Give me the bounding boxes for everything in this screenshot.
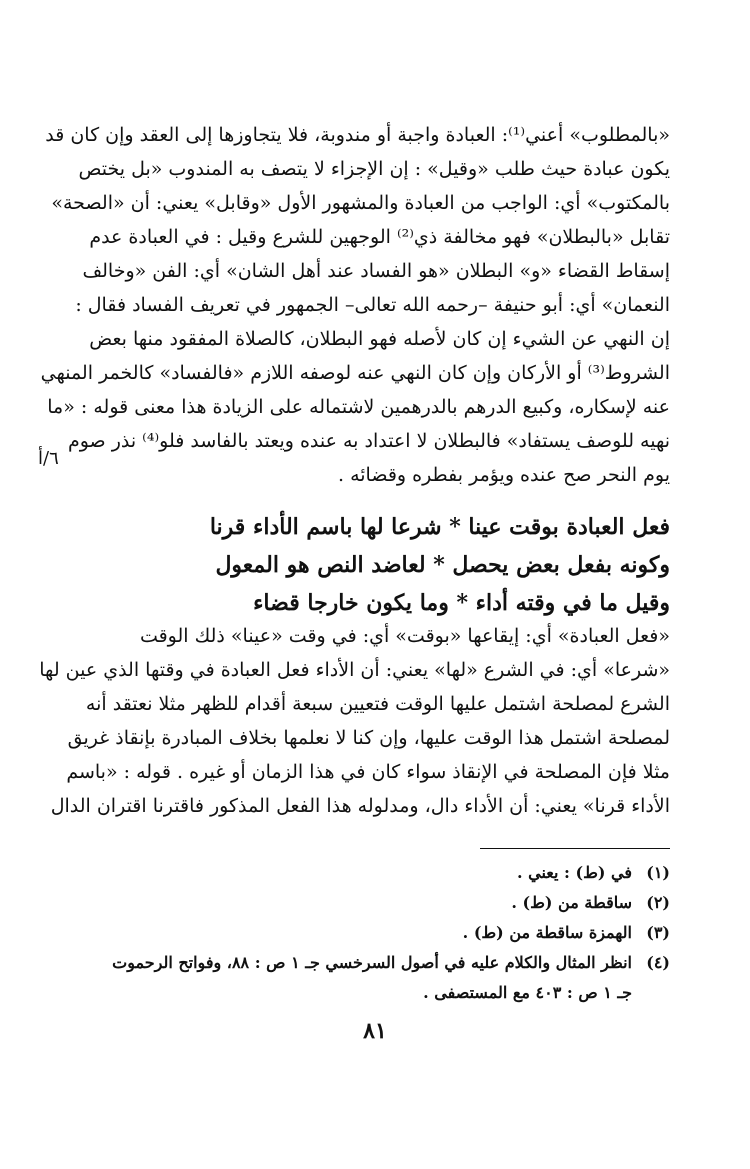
footnote	[98, 948, 670, 978]
footnote-text: الهمزة ساقطة من (ط) .	[462, 923, 632, 942]
footnote-number: (٣)	[646, 923, 670, 942]
margin-folio-note: ٦/أ	[38, 448, 59, 469]
footnote	[98, 918, 670, 948]
footnote-number: (٢)	[646, 893, 670, 912]
verse-line: فعل العبادة بوقت عينا * شرعا لها باسم الأداء قرنا	[209, 514, 670, 540]
text-line: «فعل العبادة» أي: إيقاعها «بوقت» أي: في وقت «عينا» ذلك الوقت	[139, 625, 670, 647]
footnote	[98, 888, 670, 918]
footnote-number: (١)	[646, 863, 670, 882]
footnote-continuation: جـ ١ ص : ٤٠٣ مع المستصفى .	[423, 983, 632, 1002]
footnote-divider	[480, 848, 670, 849]
text-line: «بالمطلوب» أعني⁽¹⁾: العبادة واجبة أو مندوبة، فلا يتجاوزها إلى العقد وإن كان قد	[45, 124, 670, 146]
text-line: إسقاط القضاء «و» البطلان «هو الفساد عند أهل الشان» أي: الفن «وخالف	[82, 260, 670, 282]
main-paragraph-2	[39, 619, 670, 823]
text-line: الشرع لمصلحة اشتمل عليها الوقت فتعيين سبعة أقدام للظهر مثلا نعتقد أنه	[85, 693, 670, 715]
text-line: يكون عبادة حيث طلب «وقيل» : إن الإجزاء لا يتصف به المندوب «بل يختص	[78, 158, 670, 180]
footnote-number: (٤)	[646, 953, 670, 972]
text-line: الشروط⁽³⁾ أو الأركان وإن كان النهي عنه لوصفه اللازم «فالفساد» كالخمر المنهي	[40, 362, 670, 384]
verse-line: وكونه بفعل بعض يحصل * لعاضد النص هو المعول	[215, 552, 670, 578]
text-line: «شرعا» أي: في الشرع «لها» يعني: أن الأداء فعل العبادة في وقتها الذي عين لها	[39, 659, 670, 681]
verse-line: وقيل ما في وقته أداء * وما يكون خارجا قضاء	[253, 590, 670, 616]
text-line: عنه لإسكاره، وكبيع الدرهم بالدرهمين لاشتماله على الزيادة هذا معنى قوله : «ما	[47, 396, 670, 418]
text-line: مثلا فإن المصلحة في الإنقاذ سواء كان في هذا الزمان أو غيره . قوله : «باسم	[66, 761, 670, 783]
footnote-text: انظر المثال والكلام عليه في أصول السرخسي جـ ١ ص : ٨٨، وفواتح الرحموت	[112, 953, 632, 972]
text-line: نهيه للوصف يستفاد» فالبطلان لا اعتداد به عنده ويعتد بالفاسد فلو⁽⁴⁾ نذر صوم	[67, 430, 670, 452]
text-line: الأداء قرنا» يعني: أن الأداء دال، ومدلوله هذا الفعل المذكور فاقترنا اقتران الدال	[50, 795, 670, 817]
footnote-text: في (ط) : يعني .	[516, 863, 632, 882]
text-line: لمصلحة اشتمل هذا الوقت عليها، وإن كنا لا نعلمها بخلاف المبادرة بإنقاذ غريق	[67, 727, 670, 749]
text-line: يوم النحر صح عنده ويؤمر بفطره وقضائه .	[338, 464, 670, 486]
verse-block	[98, 508, 670, 622]
footnote	[98, 858, 670, 888]
text-line: بالمكتوب» أي: الواجب من العبادة والمشهور الأول «وقابل» يعني: أن «الصحة»	[51, 192, 670, 214]
text-line: تقابل «بالبطلان» فهو مخالفة ذي⁽²⁾ الوجهين للشرع وقيل : في العبادة عدم	[89, 226, 670, 248]
page-number: ٨١	[363, 1018, 387, 1044]
footnote-text: ساقطة من (ط) .	[511, 893, 632, 912]
footnotes	[98, 858, 670, 1008]
text-line: إن النهي عن الشيء إن كان لأصله فهو البطلان، كالصلاة المفقود منها بعض	[89, 328, 670, 350]
text-line: النعمان» أي: أبو حنيفة –رحمه الله تعالى– الجمهور في تعريف الفساد فقال :	[75, 294, 670, 316]
